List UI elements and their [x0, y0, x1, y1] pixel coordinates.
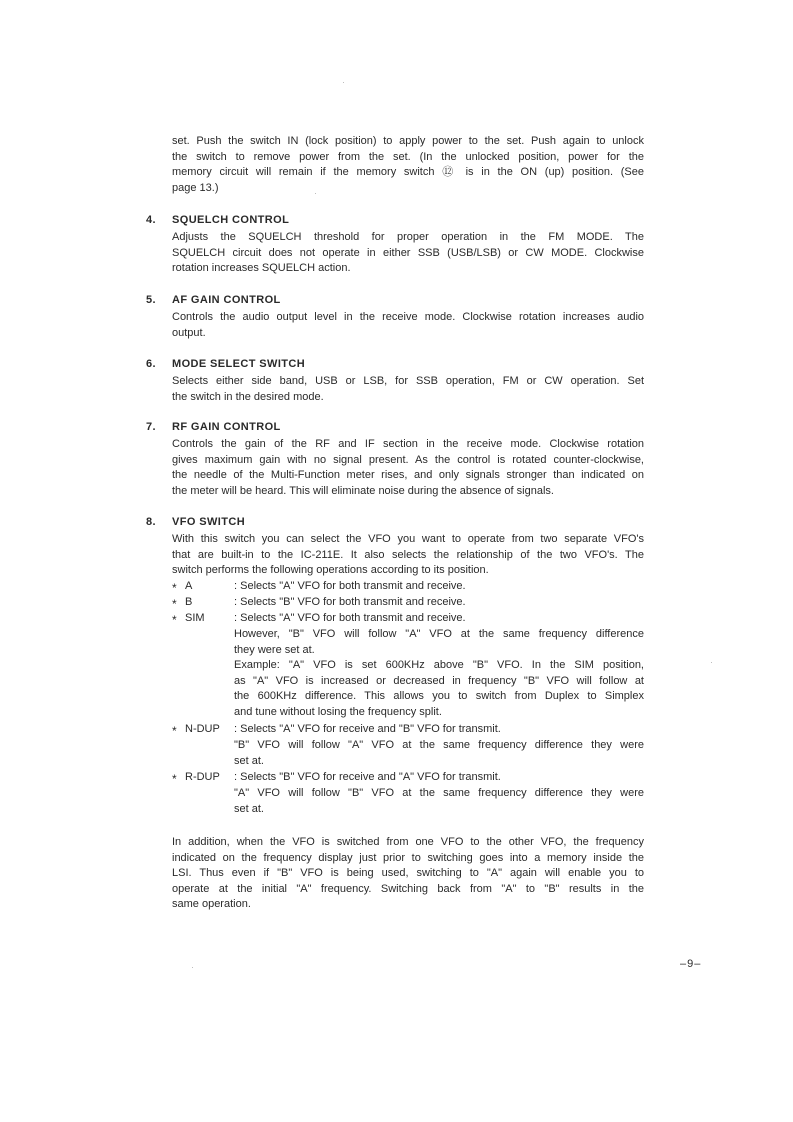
bullet-asterisk: *	[172, 724, 177, 738]
section-title: VFO SWITCH	[172, 516, 246, 528]
section-body-rf-gain	[172, 437, 644, 499]
vfo-option-desc: : Selects "A" VFO for both transmit and receive.	[234, 580, 466, 592]
bullet-asterisk: *	[172, 597, 177, 611]
vfo-option-n-dup-details	[234, 738, 644, 769]
section-body-mode-select	[172, 374, 644, 405]
section-heading-rf-gain	[146, 421, 281, 433]
text-line: switch performs the following operations according to its position.	[172, 564, 489, 577]
section-title: MODE SELECT SWITCH	[172, 358, 306, 370]
text-line: Example: "A" VFO is set 600KHz above "B" VFO. In the SIM position,	[234, 659, 644, 672]
section-heading-vfo-switch	[146, 516, 245, 528]
vfo-option-code: SIM	[185, 612, 205, 624]
vfo-option-desc: : Selects "A" VFO for receive and "B" VFO for transmit.	[234, 723, 501, 735]
text-line: Controls the gain of the RF and IF section in the receive mode. Clockwise rotation	[172, 438, 644, 450]
text-line: Selects either side band, USB or LSB, for SSB operation, FM or CW operation. Set	[172, 375, 644, 387]
text-line: the 600KHz difference. This allows you to switch from Duplex to Simplex	[234, 690, 644, 703]
text-line: set. Push the switch IN (lock position) to apply power to the set. Push again to unlock	[172, 135, 644, 147]
text-line: operate at the initial "A" frequency. Switching back from "A" to "B" results in the	[172, 882, 644, 895]
text-line: page 13.)	[172, 181, 219, 194]
text-line: the switch in the desired mode.	[172, 390, 324, 403]
text-line: set at.	[234, 754, 264, 767]
page-number: –9–	[680, 958, 702, 970]
text-line: memory circuit will remain if the memory switch ⑫ is in the ON (up) position. (See	[172, 166, 644, 179]
text-line: set at.	[234, 802, 264, 815]
closing-paragraph	[172, 835, 644, 913]
text-line: LSI. Thus even if "B" VFO is being used, switching to "A" again will enable you to	[172, 867, 644, 880]
text-line: as "A" VFO is increased or decreased in frequency "B" VFO will follow at	[234, 674, 644, 687]
text-line: the meter will be heard. This will eliminate noise during the absence of signals.	[172, 484, 554, 497]
vfo-option-desc: : Selects "A" VFO for both transmit and receive.	[234, 612, 466, 624]
vfo-option-sim-details	[234, 627, 644, 721]
text-line: SQUELCH circuit does not operate in either SSB (USB/LSB) or CW MODE. Clockwise	[172, 246, 644, 259]
intro-paragraph	[172, 134, 644, 196]
section-number: 7.	[146, 421, 156, 433]
section-heading-af-gain	[146, 294, 281, 306]
text-line: the needle of the Multi-Function meter rises, and only signals stronger than indicated on	[172, 469, 644, 482]
text-line: Adjusts the SQUELCH threshold for proper operation in the FM MODE. The	[172, 231, 644, 243]
text-line: With this switch you can select the VFO you want to operate from two separate VFO's	[172, 533, 644, 545]
bullet-asterisk: *	[172, 772, 177, 786]
bullet-asterisk: *	[172, 581, 177, 595]
section-title: RF GAIN CONTROL	[172, 421, 281, 433]
text-line: that are built-in to the IC-211E. It also selects the relationship of the two VFO's. The	[172, 548, 644, 561]
section-title: AF GAIN CONTROL	[172, 294, 281, 306]
section-title: SQUELCH CONTROL	[172, 214, 290, 226]
section-body-vfo-switch	[172, 532, 644, 579]
vfo-option-desc: : Selects "B" VFO for receive and "A" VFO for transmit.	[234, 771, 501, 783]
bullet-asterisk: *	[172, 613, 177, 627]
section-number: 4.	[146, 214, 156, 226]
vfo-option-code: R-DUP	[185, 771, 220, 783]
text-line: However, "B" VFO will follow "A" VFO at the same frequency difference	[234, 628, 644, 640]
text-line: gives maximum gain with no signal present. As the control is rotated counter-clockwise,	[172, 453, 644, 466]
section-body-squelch	[172, 230, 644, 277]
vfo-option-code: N-DUP	[185, 723, 220, 735]
text-line: Controls the audio output level in the receive mode. Clockwise rotation increases audio	[172, 311, 644, 323]
text-line: "B" VFO will follow "A" VFO at the same frequency difference they were	[234, 739, 644, 751]
text-line: output.	[172, 326, 206, 339]
vfo-option-code: B	[185, 596, 193, 608]
scan-speck	[343, 82, 344, 83]
section-number: 5.	[146, 294, 156, 306]
section-heading-squelch	[146, 214, 289, 226]
section-body-af-gain	[172, 310, 644, 341]
section-number: 6.	[146, 358, 156, 370]
text-line: and tune without losing the frequency split.	[234, 705, 442, 718]
text-line: same operation.	[172, 898, 251, 911]
text-line: In addition, when the VFO is switched from one VFO to the other VFO, the frequency	[172, 836, 644, 848]
section-heading-mode-select	[146, 358, 305, 370]
scan-speck	[192, 967, 193, 968]
text-line: indicated on the frequency display just prior to switching goes into a memory inside the	[172, 851, 644, 864]
vfo-option-desc: : Selects "B" VFO for both transmit and receive.	[234, 596, 466, 608]
section-number: 8.	[146, 516, 156, 528]
text-line: "A" VFO will follow "B" VFO at the same frequency difference they were	[234, 787, 644, 799]
scan-speck	[711, 662, 712, 663]
vfo-option-code: A	[185, 580, 193, 592]
vfo-option-r-dup-details	[234, 786, 644, 817]
text-line: the switch to remove power from the set. (In the unlocked position, power for the	[172, 150, 644, 163]
text-line: rotation increases SQUELCH action.	[172, 262, 351, 275]
text-line: they were set at.	[234, 643, 315, 656]
